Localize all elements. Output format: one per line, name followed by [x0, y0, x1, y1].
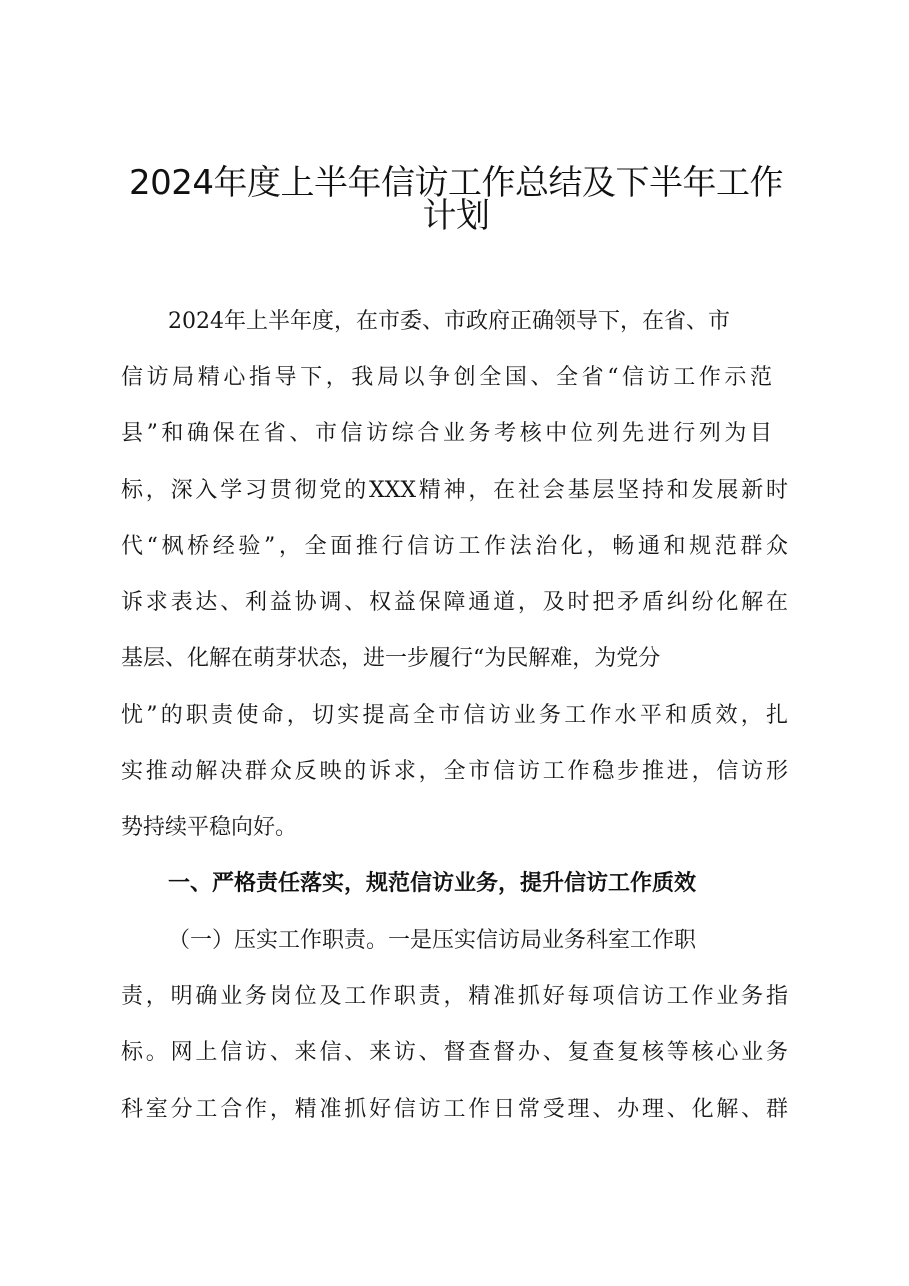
paragraph-line: 2024年上半年度，在市委、市政府正确领导下，在省、市	[168, 309, 730, 334]
paragraph-line: 代“枫桥经验”，全面推行信访工作法治化，畅通和规范群众	[121, 534, 788, 559]
document-title-line-1: 2024年度上半年信访工作总结及下半年工作	[128, 163, 784, 203]
paragraph-line: 诉求表达、利益协调、权益保障通道，及时把矛盾纠纷化解在	[121, 590, 788, 615]
paragraph-line: 信访局精心指导下，我局以争创全国、全省“信访工作示范	[121, 365, 772, 390]
paragraph-line: 实推动解决群众反映的诉求，全市信访工作稳步推进，信访形	[121, 759, 788, 784]
paragraph-line: 责，明确业务岗位及工作职责，精准抓好每项信访工作业务指	[121, 984, 788, 1009]
paragraph-line: 县”和确保在省、市信访综合业务考核中位列先进行列为目	[121, 421, 772, 446]
document-title-line-2: 计划	[422, 196, 490, 236]
section-heading: 一、严格责任落实，规范信访业务，提升信访工作质效	[168, 871, 697, 896]
paragraph-line: 标，深入学习贯彻党的XXX精神，在社会基层坚持和发展新时	[121, 478, 788, 503]
paragraph-line: 科室分工合作，精准抓好信访工作日常受理、办理、化解、群	[121, 1097, 788, 1122]
paragraph-line: 标。网上信访、来信、来访、督查督办、复查复核等核心业务	[121, 1040, 788, 1065]
paragraph-line: 基层、化解在萌芽状态，进一步履行“为民解难，为党分	[121, 646, 661, 671]
paragraph-line: （一）压实工作职责。一是压实信访局业务科室工作职	[168, 928, 697, 953]
paragraph-line: 忧”的职责使命，切实提高全市信访业务工作水平和质效，扎	[121, 703, 788, 728]
paragraph-line: 势持续平稳向好。	[121, 815, 298, 840]
